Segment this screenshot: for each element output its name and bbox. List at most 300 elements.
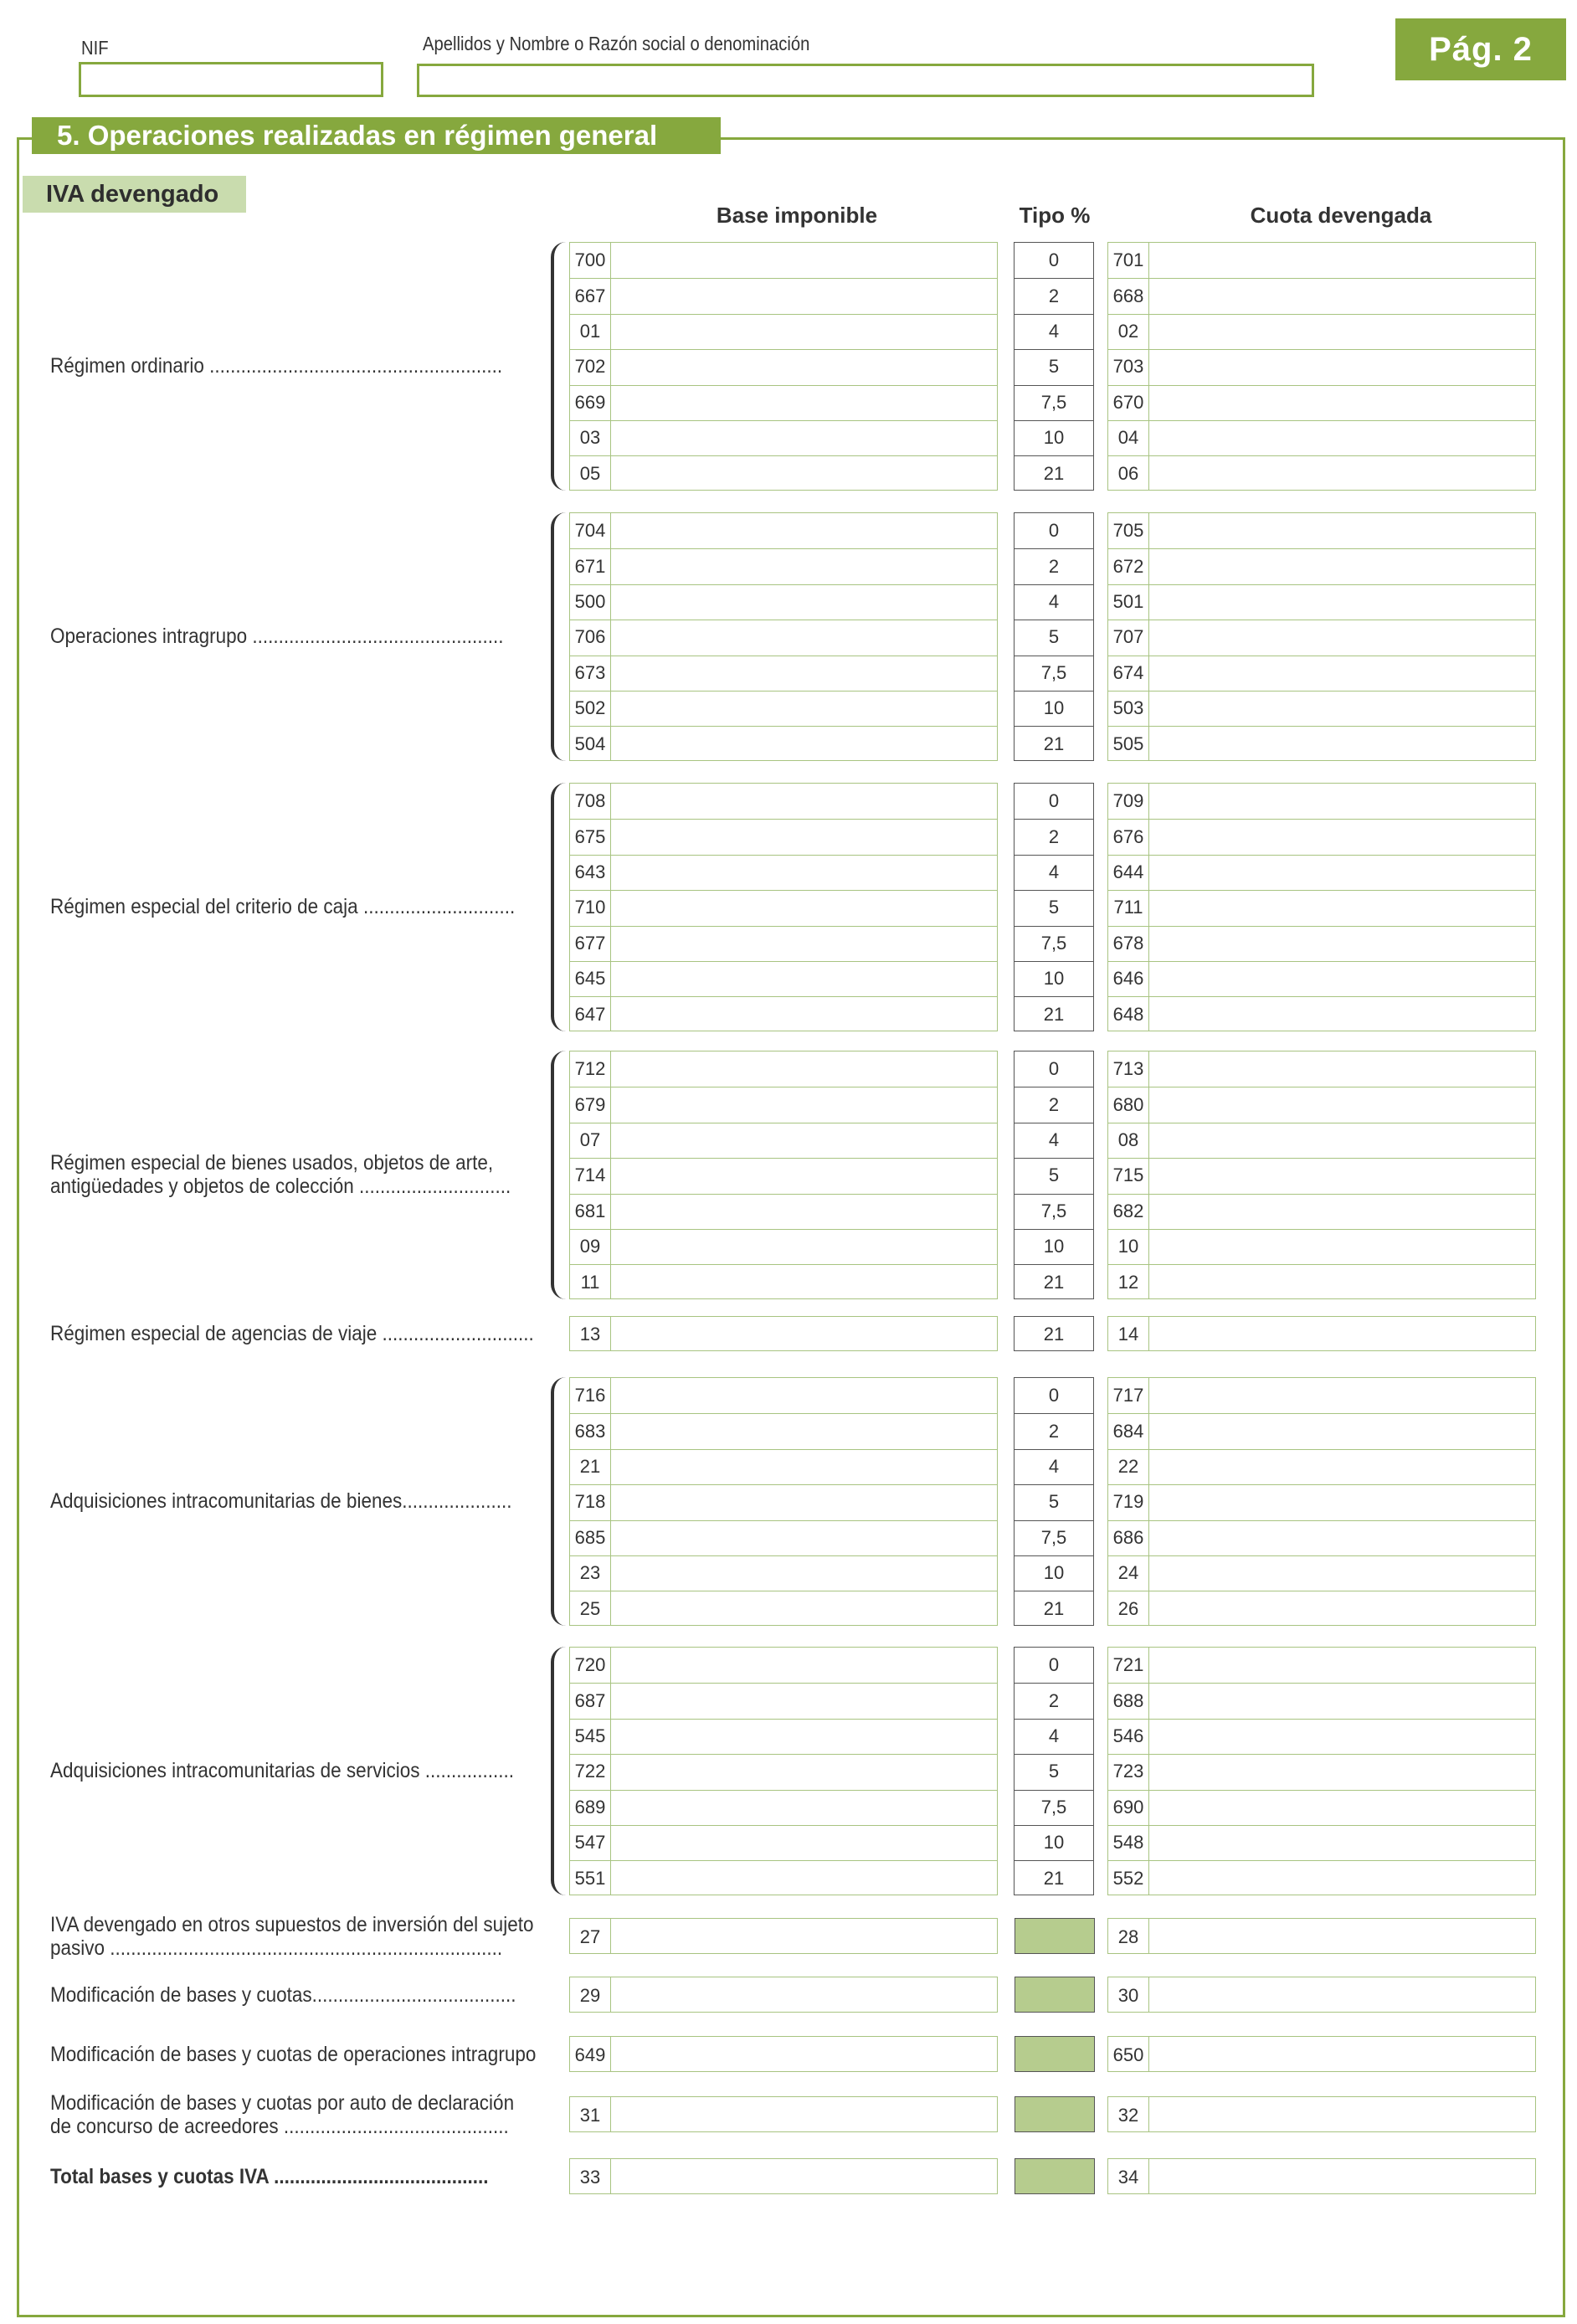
- amount-input[interactable]: [611, 819, 997, 854]
- box-code: 33: [579, 2166, 601, 2188]
- row-label: Modificación de bases y cuotas.......................................: [50, 1982, 516, 2007]
- tipo-value: 4: [1048, 1129, 1060, 1150]
- row-label: Modificación de bases y cuotas por auto de declaración: [50, 2090, 515, 2115]
- box-code: 547: [574, 1832, 606, 1854]
- box-code: 501: [1112, 590, 1144, 612]
- amount-input[interactable]: [1149, 1158, 1535, 1193]
- amount-input[interactable]: [1149, 349, 1535, 384]
- box-code: 502: [574, 697, 606, 719]
- box-code: 687: [574, 1689, 606, 1711]
- amount-input[interactable]: [611, 961, 997, 996]
- box-code: 548: [1112, 1832, 1144, 1854]
- amount-input[interactable]: [611, 349, 997, 384]
- column-header-tipo: Tipo %: [1019, 203, 1091, 228]
- amount-input[interactable]: [611, 1378, 997, 1413]
- tipo-shaded-cell: [1015, 2036, 1095, 2072]
- page-number-badge: Pág. 2: [1395, 18, 1566, 80]
- amount-input[interactable]: [611, 2159, 997, 2195]
- box-code: 01: [579, 320, 601, 342]
- box-code: 34: [1117, 2166, 1139, 2188]
- tipo-value: 4: [1048, 861, 1060, 882]
- amount-input[interactable]: [1149, 1378, 1535, 1413]
- box-code: 672: [1112, 555, 1144, 577]
- tipo-value: 7,5: [1040, 1796, 1067, 1818]
- tipo-shaded-cell: [1015, 1918, 1095, 1954]
- box-code: 686: [1112, 1526, 1144, 1548]
- box-code: 643: [574, 861, 606, 882]
- amount-input[interactable]: [611, 656, 997, 691]
- amount-input[interactable]: [1149, 1754, 1535, 1789]
- tipo-value: 2: [1048, 1093, 1060, 1115]
- tipo-value: 7,5: [1040, 661, 1067, 683]
- subsection-title: IVA devengado: [23, 176, 246, 213]
- amount-input[interactable]: [611, 784, 997, 819]
- box-code: 645: [574, 968, 606, 990]
- box-code: 703: [1112, 356, 1144, 378]
- amount-input[interactable]: [1149, 855, 1535, 890]
- amount-input[interactable]: [1149, 1860, 1535, 1895]
- amount-input[interactable]: [1149, 243, 1535, 278]
- amount-input[interactable]: [611, 385, 997, 420]
- base-imponible-boxes: [569, 1377, 998, 1626]
- tipo-column: [1014, 1647, 1094, 1895]
- cuota-devengada-box: [1107, 2036, 1536, 2072]
- tipo-value: 0: [1048, 790, 1060, 812]
- tipo-value: 5: [1048, 356, 1060, 378]
- amount-input[interactable]: [1149, 1520, 1535, 1555]
- amount-input[interactable]: [611, 1648, 997, 1683]
- group-brace: [551, 512, 566, 761]
- tipo-column: [1014, 1051, 1094, 1299]
- box-code: 29: [579, 1984, 601, 2006]
- amount-input[interactable]: [611, 1977, 997, 2013]
- amount-input[interactable]: [611, 314, 997, 349]
- amount-input[interactable]: [1149, 2037, 1535, 2073]
- amount-input[interactable]: [1149, 1264, 1535, 1299]
- box-code: 31: [579, 2104, 601, 2126]
- box-code: 702: [574, 356, 606, 378]
- box-code: 648: [1112, 1003, 1144, 1025]
- amount-input[interactable]: [1149, 1825, 1535, 1860]
- amount-input[interactable]: [1149, 385, 1535, 420]
- base-imponible-box: [569, 2096, 998, 2132]
- group-brace: [551, 1377, 566, 1626]
- box-code: 684: [1112, 1420, 1144, 1442]
- box-code: 644: [1112, 861, 1144, 882]
- tipo-value: 5: [1048, 1165, 1060, 1186]
- amount-input[interactable]: [611, 691, 997, 726]
- box-code: 504: [574, 733, 606, 754]
- box-code: 650: [1112, 2044, 1144, 2065]
- amount-input[interactable]: [1149, 513, 1535, 548]
- amount-input[interactable]: [611, 584, 997, 620]
- tipo-shaded-cell: [1015, 2158, 1095, 2194]
- cuota-devengada-boxes: [1107, 1377, 1536, 1626]
- box-code: 551: [574, 1867, 606, 1889]
- nif-label: NIF: [81, 37, 109, 59]
- row-group-label: Régimen especial de agencias de viaje .............................: [50, 1322, 534, 1346]
- box-code: 714: [574, 1165, 606, 1186]
- box-code: 715: [1112, 1165, 1144, 1186]
- amount-input[interactable]: [611, 278, 997, 313]
- box-code: 06: [1117, 462, 1139, 484]
- amount-input[interactable]: [1149, 996, 1535, 1031]
- tipo-value: 21: [1043, 1597, 1065, 1619]
- amount-input[interactable]: [611, 2037, 997, 2073]
- amount-input[interactable]: [1149, 2097, 1535, 2133]
- cuota-devengada-box: [1107, 1918, 1536, 1954]
- box-code: 32: [1117, 2104, 1139, 2126]
- box-code: 671: [574, 555, 606, 577]
- column-header-cuota: Cuota devengada: [1250, 203, 1432, 228]
- box-code: 08: [1117, 1129, 1139, 1150]
- amount-input[interactable]: [1149, 455, 1535, 491]
- box-code: 14: [1117, 1324, 1139, 1345]
- base-imponible-boxes: [569, 1051, 998, 1299]
- column-header-base: Base imponible: [716, 203, 878, 228]
- row-label: pasivo ...........................................................................: [50, 1936, 503, 1960]
- tipo-value: 2: [1048, 1420, 1060, 1442]
- tipo-value: 5: [1048, 626, 1060, 648]
- amount-input[interactable]: [1149, 1123, 1535, 1158]
- box-code: 646: [1112, 968, 1144, 990]
- box-code: 503: [1112, 697, 1144, 719]
- box-code: 649: [574, 2044, 606, 2065]
- box-code: 708: [574, 790, 606, 812]
- amount-input[interactable]: [611, 1413, 997, 1448]
- amount-input[interactable]: [611, 620, 997, 655]
- amount-input[interactable]: [1149, 584, 1535, 620]
- tipo-column: [1014, 242, 1094, 491]
- amount-input[interactable]: [1149, 548, 1535, 584]
- cuota-devengada-box: [1107, 1977, 1536, 2013]
- box-code: 690: [1112, 1796, 1144, 1818]
- amount-input[interactable]: [611, 2097, 997, 2133]
- box-code: 688: [1112, 1689, 1144, 1711]
- box-code: 682: [1112, 1200, 1144, 1221]
- box-code: 02: [1117, 320, 1139, 342]
- box-code: 673: [574, 661, 606, 683]
- tipo-value: 21: [1043, 1324, 1065, 1345]
- amount-input[interactable]: [611, 1194, 997, 1229]
- box-code: 26: [1117, 1597, 1139, 1619]
- tipo-value: 10: [1043, 968, 1065, 990]
- tipo-value: 21: [1043, 1003, 1065, 1025]
- amount-input[interactable]: [1149, 1919, 1535, 1955]
- box-code: 700: [574, 249, 606, 271]
- box-code: 670: [1112, 391, 1144, 413]
- box-code: 25: [579, 1597, 601, 1619]
- box-code: 674: [1112, 661, 1144, 683]
- amount-input[interactable]: [611, 1825, 997, 1860]
- amount-input[interactable]: [611, 996, 997, 1031]
- amount-input[interactable]: [1149, 1555, 1535, 1591]
- base-imponible-box: [569, 1918, 998, 1954]
- amount-input[interactable]: [611, 1449, 997, 1484]
- box-code: 677: [574, 932, 606, 954]
- group-brace: [551, 1647, 566, 1895]
- row-group-label: Operaciones intragrupo ................................................: [50, 625, 504, 649]
- amount-input[interactable]: [1149, 961, 1535, 996]
- box-code: 712: [574, 1058, 606, 1080]
- amount-input[interactable]: [611, 1790, 997, 1825]
- amount-input[interactable]: [1149, 1591, 1535, 1626]
- tipo-value: 10: [1043, 1832, 1065, 1854]
- tipo-value: 4: [1048, 590, 1060, 612]
- box-code: 13: [579, 1324, 601, 1345]
- tipo-value: 7,5: [1040, 932, 1067, 954]
- base-imponible-boxes: [569, 512, 998, 761]
- box-code: 21: [579, 1455, 601, 1477]
- amount-input[interactable]: [1149, 1977, 1535, 2013]
- amount-input[interactable]: [611, 1860, 997, 1895]
- amount-input[interactable]: [1149, 926, 1535, 961]
- cuota-devengada-box: [1107, 2096, 1536, 2132]
- amount-input[interactable]: [611, 1051, 997, 1087]
- base-imponible-boxes: [569, 242, 998, 491]
- base-imponible-boxes: [569, 1316, 998, 1351]
- box-code: 10: [1117, 1236, 1139, 1257]
- tipo-value: 5: [1048, 1761, 1060, 1782]
- tipo-value: 7,5: [1040, 1200, 1067, 1221]
- amount-input[interactable]: [611, 548, 997, 584]
- cuota-devengada-box: [1107, 2158, 1536, 2194]
- group-brace: [551, 242, 566, 491]
- tipo-shaded-cell: [1015, 1977, 1095, 2013]
- tipo-value: 5: [1048, 1491, 1060, 1513]
- tipo-value: 0: [1048, 249, 1060, 271]
- row-label: Modificación de bases y cuotas de operaciones intragrupo: [50, 2042, 537, 2066]
- tipo-value: 2: [1048, 285, 1060, 306]
- box-code: 680: [1112, 1093, 1144, 1115]
- amount-input[interactable]: [1149, 1413, 1535, 1448]
- box-code: 705: [1112, 520, 1144, 542]
- amount-input[interactable]: [1149, 420, 1535, 455]
- amount-input[interactable]: [1149, 1087, 1535, 1122]
- box-code: 678: [1112, 932, 1144, 954]
- amount-input[interactable]: [1149, 890, 1535, 925]
- name-label: Apellidos y Nombre o Razón social o denominación: [423, 33, 810, 54]
- box-code: 681: [574, 1200, 606, 1221]
- box-code: 679: [574, 1093, 606, 1115]
- amount-input[interactable]: [611, 420, 997, 455]
- tipo-column: [1014, 512, 1094, 761]
- amount-input[interactable]: [611, 855, 997, 890]
- box-code: 711: [1113, 897, 1143, 918]
- amount-input[interactable]: [611, 1087, 997, 1122]
- box-code: 545: [574, 1725, 606, 1746]
- amount-input[interactable]: [1149, 2159, 1535, 2195]
- box-code: 713: [1112, 1058, 1144, 1080]
- amount-input[interactable]: [1149, 656, 1535, 691]
- box-code: 704: [574, 520, 606, 542]
- box-code: 647: [574, 1003, 606, 1025]
- amount-input[interactable]: [1149, 1229, 1535, 1264]
- tipo-value: 10: [1043, 697, 1065, 719]
- box-code: 721: [1112, 1654, 1144, 1676]
- amount-input[interactable]: [1149, 726, 1535, 761]
- box-code: 722: [574, 1761, 606, 1782]
- group-brace: [551, 1051, 566, 1299]
- tipo-value: 4: [1048, 1725, 1060, 1746]
- section-title: 5. Operaciones realizadas en régimen general: [32, 117, 721, 154]
- base-imponible-box: [569, 1977, 998, 2013]
- tipo-value: 21: [1043, 1271, 1065, 1293]
- box-code: 718: [574, 1491, 606, 1513]
- box-code: 675: [574, 825, 606, 847]
- amount-input[interactable]: [611, 1754, 997, 1789]
- base-imponible-box: [569, 2158, 998, 2194]
- amount-input[interactable]: [1149, 1194, 1535, 1229]
- box-code: 04: [1117, 427, 1139, 449]
- amount-input[interactable]: [611, 726, 997, 761]
- box-code: 23: [579, 1562, 601, 1584]
- amount-input[interactable]: [611, 890, 997, 925]
- amount-input[interactable]: [611, 1317, 997, 1352]
- tipo-value: 10: [1043, 1562, 1065, 1584]
- amount-input[interactable]: [611, 1719, 997, 1754]
- tipo-value: 21: [1043, 1867, 1065, 1889]
- box-code: 24: [1117, 1562, 1139, 1584]
- amount-input[interactable]: [1149, 620, 1535, 655]
- base-imponible-boxes: [569, 783, 998, 1031]
- cuota-devengada-boxes: [1107, 783, 1536, 1031]
- amount-input[interactable]: [611, 513, 997, 548]
- row-label: de concurso de acreedores ...........................................: [50, 2114, 509, 2138]
- amount-input[interactable]: [611, 1158, 997, 1193]
- box-code: 11: [580, 1271, 600, 1293]
- box-code: 685: [574, 1526, 606, 1548]
- tipo-column: [1014, 1316, 1094, 1351]
- tipo-value: 10: [1043, 1236, 1065, 1257]
- box-code: 500: [574, 590, 606, 612]
- amount-input[interactable]: [1149, 1790, 1535, 1825]
- amount-input[interactable]: [611, 455, 997, 491]
- name-field[interactable]: [417, 64, 1314, 97]
- box-code: 720: [574, 1654, 606, 1676]
- amount-input[interactable]: [611, 926, 997, 961]
- tipo-value: 2: [1048, 555, 1060, 577]
- box-code: 710: [574, 897, 606, 918]
- tipo-value: 4: [1048, 320, 1060, 342]
- tipo-value: 0: [1048, 1058, 1060, 1080]
- box-code: 27: [579, 1926, 601, 1947]
- amount-input[interactable]: [611, 1123, 997, 1158]
- box-code: 707: [1112, 626, 1144, 648]
- cuota-devengada-boxes: [1107, 1316, 1536, 1351]
- base-imponible-box: [569, 2036, 998, 2072]
- amount-input[interactable]: [611, 1229, 997, 1264]
- cuota-devengada-boxes: [1107, 1647, 1536, 1895]
- box-code: 706: [574, 626, 606, 648]
- row-group-label: Régimen especial del criterio de caja .............................: [50, 895, 516, 919]
- tipo-value: 0: [1048, 520, 1060, 542]
- tipo-value: 4: [1048, 1455, 1060, 1477]
- tipo-value: 0: [1048, 1385, 1060, 1406]
- amount-input[interactable]: [1149, 784, 1535, 819]
- row-group-label: Adquisiciones intracomunitarias de servicios .................: [50, 1759, 514, 1783]
- tipo-value: 10: [1043, 427, 1065, 449]
- cuota-devengada-boxes: [1107, 1051, 1536, 1299]
- box-code: 683: [574, 1420, 606, 1442]
- tipo-value: 2: [1048, 1689, 1060, 1711]
- tipo-value: 7,5: [1040, 391, 1067, 413]
- amount-input[interactable]: [1149, 1051, 1535, 1087]
- box-code: 22: [1117, 1455, 1139, 1477]
- box-code: 717: [1112, 1385, 1144, 1406]
- box-code: 723: [1112, 1761, 1144, 1782]
- box-code: 505: [1112, 733, 1144, 754]
- amount-input[interactable]: [611, 1683, 997, 1718]
- box-code: 719: [1112, 1491, 1144, 1513]
- box-code: 701: [1112, 249, 1144, 271]
- amount-input[interactable]: [1149, 1648, 1535, 1683]
- box-code: 676: [1112, 825, 1144, 847]
- amount-input[interactable]: [611, 1520, 997, 1555]
- tipo-column: [1014, 1377, 1094, 1626]
- amount-input[interactable]: [611, 1919, 997, 1955]
- amount-input[interactable]: [611, 1591, 997, 1626]
- tipo-shaded-cell: [1015, 2096, 1095, 2132]
- amount-input[interactable]: [1149, 819, 1535, 854]
- cuota-devengada-boxes: [1107, 512, 1536, 761]
- cuota-devengada-boxes: [1107, 242, 1536, 491]
- total-label: Total bases y cuotas IVA .........................................: [50, 2164, 489, 2188]
- row-group-label: Régimen especial de bienes usados, objetos de arte,: [50, 1151, 494, 1175]
- amount-input[interactable]: [1149, 1449, 1535, 1484]
- row-group-label: Régimen ordinario ........................................................: [50, 354, 503, 378]
- box-code: 05: [579, 462, 601, 484]
- box-code: 07: [579, 1129, 601, 1150]
- amount-input[interactable]: [1149, 278, 1535, 313]
- amount-input[interactable]: [1149, 314, 1535, 349]
- box-code: 28: [1117, 1926, 1139, 1947]
- group-brace: [551, 783, 566, 1031]
- amount-input[interactable]: [611, 1264, 997, 1299]
- tipo-value: 0: [1048, 1654, 1060, 1676]
- box-code: 30: [1117, 1984, 1139, 2006]
- box-code: 716: [574, 1385, 606, 1406]
- box-code: 552: [1112, 1867, 1144, 1889]
- amount-input[interactable]: [611, 1484, 997, 1519]
- box-code: 546: [1112, 1725, 1144, 1746]
- tipo-value: 2: [1048, 825, 1060, 847]
- box-code: 09: [579, 1236, 601, 1257]
- amount-input[interactable]: [1149, 1719, 1535, 1754]
- amount-input[interactable]: [1149, 1317, 1535, 1352]
- box-code: 12: [1117, 1271, 1139, 1293]
- box-code: 667: [574, 285, 606, 306]
- box-code: 709: [1112, 790, 1144, 812]
- amount-input[interactable]: [1149, 691, 1535, 726]
- row-label: IVA devengado en otros supuestos de inversión del sujeto: [50, 1912, 534, 1936]
- box-code: 668: [1112, 285, 1144, 306]
- box-code: 03: [579, 427, 601, 449]
- tipo-value: 21: [1043, 462, 1065, 484]
- amount-input[interactable]: [611, 1555, 997, 1591]
- tipo-value: 7,5: [1040, 1526, 1067, 1548]
- nif-field[interactable]: [79, 62, 383, 97]
- box-code: 669: [574, 391, 606, 413]
- row-group-label: Adquisiciones intracomunitarias de bienes.....................: [50, 1489, 512, 1514]
- amount-input[interactable]: [1149, 1484, 1535, 1519]
- row-group-label: antigüedades y objetos de colección .............................: [50, 1175, 511, 1199]
- amount-input[interactable]: [611, 243, 997, 278]
- amount-input[interactable]: [1149, 1683, 1535, 1718]
- base-imponible-boxes: [569, 1647, 998, 1895]
- tipo-column: [1014, 783, 1094, 1031]
- tipo-value: 5: [1048, 897, 1060, 918]
